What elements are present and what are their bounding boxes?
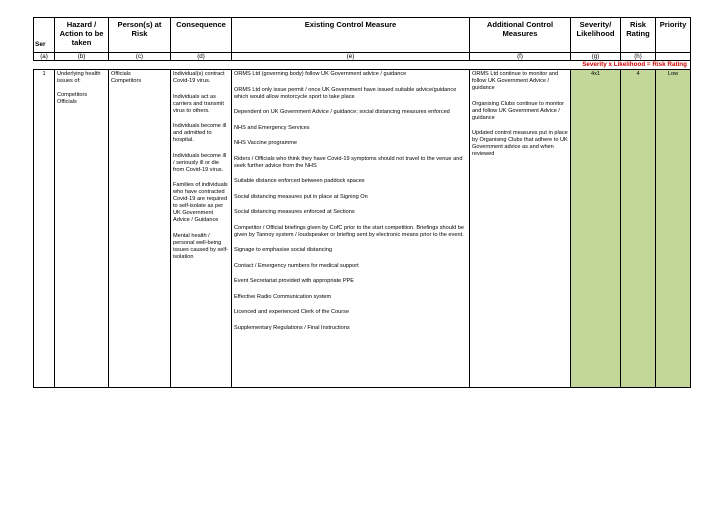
header-consequence: Consequence	[171, 18, 232, 53]
existing-item: NHS and Emergency Services	[234, 124, 310, 131]
existing-item: Social distancing measures enforced at Sections	[234, 209, 355, 215]
consequence-cell	[171, 70, 232, 388]
hazard-text: Underlying health issues of:	[57, 71, 101, 84]
persons-cell	[109, 70, 171, 388]
risk-rating-formula: Severity x Likelihood = Risk Rating	[571, 61, 691, 70]
existing-item: Licenced and experienced Clerk of the Course	[234, 309, 350, 315]
existing-item: Suitable distance enforced between paddock spaces	[234, 178, 365, 184]
persons-text: Competitors	[111, 78, 142, 84]
additional-cell	[470, 70, 571, 388]
letter-cell: (f)	[470, 53, 571, 61]
existing-item: Riders / Officials who think they have Covid-19 symptoms should not travel to the venue and seek further advice from the NHS	[234, 155, 463, 169]
hazard-text: Officials	[57, 99, 77, 105]
additional-item: ORMS Ltd continue to monitor and follow UK Government Advice / guidance	[472, 71, 559, 91]
letter-cell: (c)	[109, 53, 171, 61]
header-hazard: Hazard / Action to be taken	[55, 18, 109, 53]
priority-cell: Low	[656, 70, 691, 388]
existing-item: Supplementary Regulations / Final Instructions	[234, 324, 350, 331]
additional-item: Organising Clubs continue to monitor and follow UK Government Advice / guidance	[472, 100, 565, 121]
consequence-item: Individuals become ill / seriously ill or die from Covid-19 virus.	[173, 152, 227, 173]
letter-cell: (d)	[171, 53, 232, 61]
header-additional: Additional Control Measures	[470, 18, 571, 53]
letter-cell	[656, 53, 691, 61]
letter-row	[34, 53, 691, 61]
header-persons: Person(s) at Risk	[109, 18, 171, 53]
existing-item: ORMS Ltd only issue permit / once UK Government have issued suitable advice/guidance which would allow motorcycle sport to take place	[234, 86, 457, 100]
consequence-item: Mental health / personal well-being issues caused by self-isolation	[173, 232, 229, 260]
hazard-text: Competitors	[57, 92, 88, 98]
hazard-cell	[55, 70, 109, 388]
risk-rating-cell: 4	[621, 70, 656, 388]
ser-number: 1	[34, 70, 55, 388]
header-priority: Priority	[656, 18, 691, 53]
header-existing: Existing Control Measure	[232, 18, 470, 53]
letter-cell: (a)	[34, 53, 55, 61]
existing-item: Dependent on UK Government Advice / guidance; social distancing measures enforced	[234, 109, 450, 115]
header-ser: Ser	[34, 18, 55, 53]
formula-row	[34, 61, 691, 70]
consequence-item: Families of individuals who have contracted Covid-19 are required to self-isolate as per UK Government Advice / Guidance	[173, 182, 228, 223]
header-severity: Severity/ Likelihood	[571, 18, 621, 53]
existing-item: NHS Vaccine programme	[234, 140, 298, 146]
severity-cell: 4x1	[571, 70, 621, 388]
consequence-item: Individuals act as carriers and transmit virus to others.	[173, 93, 224, 114]
consequence-item: Individual(s) contract Covid-19 virus.	[173, 71, 225, 84]
existing-item: Event Secretariat provided with appropriate PPE	[234, 278, 355, 284]
existing-item: Signage to emphasise social distancing	[234, 247, 332, 253]
table-row	[34, 70, 691, 388]
letter-cell: (b)	[55, 53, 109, 61]
consequence-item: Individuals become ill and admitted to hospital.	[173, 123, 227, 143]
existing-item: Contact / Emergency numbers for medical support	[234, 262, 359, 269]
letter-cell: (e)	[232, 53, 470, 61]
persons-text: Officials	[111, 71, 131, 77]
letter-cell: (h)	[621, 53, 656, 61]
existing-item: ORMS Ltd (governing body) follow UK Government advice / guidance	[234, 71, 407, 77]
letter-cell: (g)	[571, 53, 621, 61]
header-risk: Risk Rating	[621, 18, 656, 53]
additional-item: Updated control measures put in place by Organising Clubs that adhere to UK Government advice as and when reviewed	[472, 130, 568, 157]
existing-item: Competitor / Official briefings given by CofC prior to the start competition. Briefings should be given by Tannoy system / loudspeaker or briefing sent by electronic means prior to the event.	[234, 224, 464, 238]
existing-item: Social distancing measures put in place at Signing On	[234, 193, 368, 200]
header-row	[34, 18, 691, 53]
risk-assessment-table	[33, 17, 691, 388]
existing-cell	[232, 70, 470, 388]
existing-item: Effective Radio Communication system	[234, 293, 332, 300]
